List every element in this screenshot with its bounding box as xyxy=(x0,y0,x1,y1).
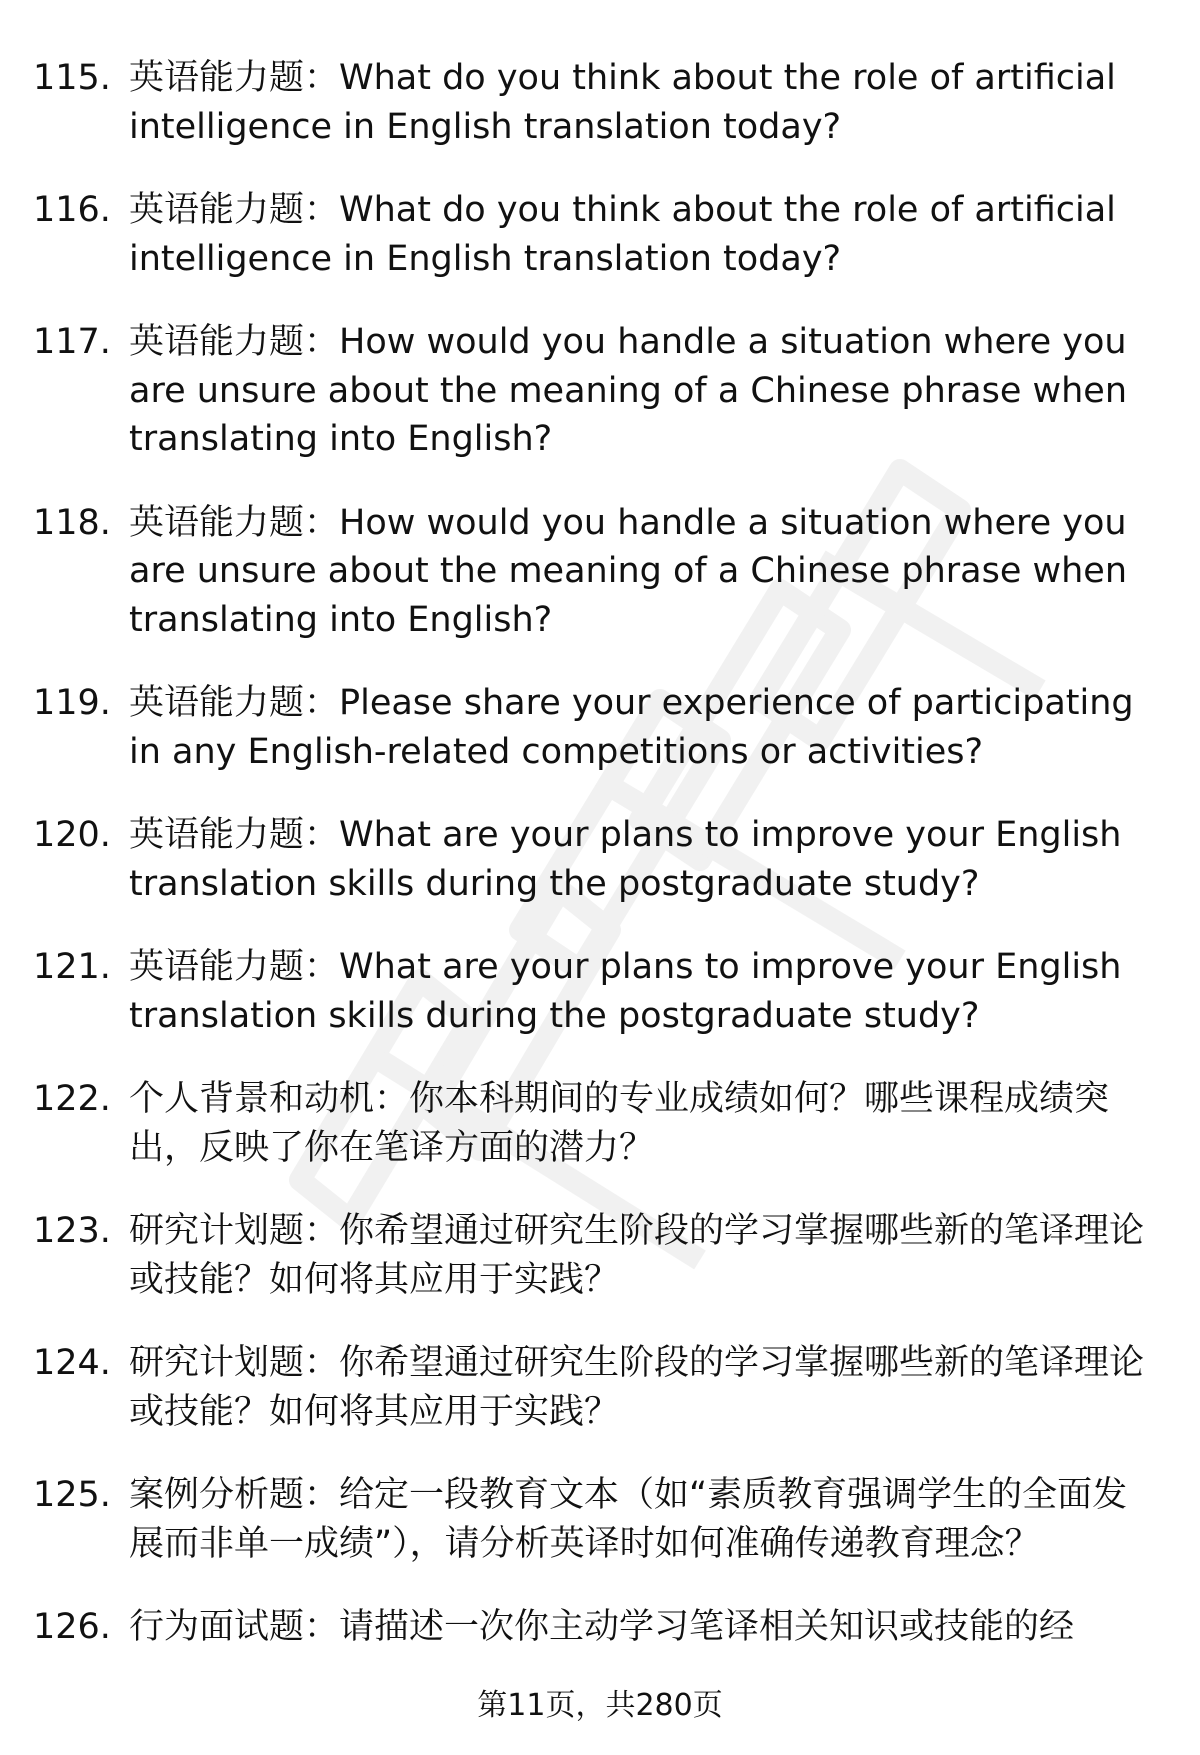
question-text: 研究计划题：你希望通过研究生阶段的学习掌握哪些新的笔译理论或技能？如何将其应用于实践？ xyxy=(129,1211,1145,1300)
question-text: 英语能力题：Please share your experience of participating in any English-related competitions or activities? xyxy=(129,683,1134,772)
list-item xyxy=(0,679,1200,776)
question-number: 117. xyxy=(33,322,111,362)
list-item xyxy=(0,54,1200,151)
question-number: 115. xyxy=(33,58,111,98)
list-item xyxy=(0,1207,1200,1304)
question-number: 116. xyxy=(33,190,111,230)
list-item xyxy=(0,1339,1200,1436)
question-number: 118. xyxy=(33,502,111,543)
question-text: 英语能力题：What are your plans to improve your English translation skills during the postgraduate study? xyxy=(129,947,1122,1036)
list-item xyxy=(0,1471,1200,1568)
question-number: 125. xyxy=(33,1475,111,1515)
list-item xyxy=(0,1075,1200,1172)
page-footer: 第11页，共280页 xyxy=(477,1688,723,1723)
question-text: 英语能力题：What are your plans to improve your English translation skills during the postgraduate study? xyxy=(129,815,1122,904)
question-list xyxy=(0,54,1200,1687)
question-number: 122. xyxy=(33,1079,111,1119)
question-number: 120. xyxy=(33,815,111,855)
list-item xyxy=(0,943,1200,1040)
question-text: 个人背景和动机：你本科期间的专业成绩如何？哪些课程成绩突出，反映了你在笔译方面的潜力？ xyxy=(129,1079,1110,1168)
question-number: 121. xyxy=(33,947,111,987)
list-item xyxy=(0,318,1200,464)
question-number: 123. xyxy=(33,1211,111,1251)
question-text: 案例分析题：给定一段教育文本（如“素质教育强调学生的全面发展而非单一成绩”），请分析英译时如何准确传递教育理念？ xyxy=(129,1475,1128,1564)
question-text: 英语能力题：What do you think about the role of artificial intelligence in English translation today? xyxy=(129,190,1116,279)
question-text: 英语能力题：How would you handle a situation where you are unsure about the meaning of a Chinese phrase when translating into English? xyxy=(129,502,1128,640)
question-text: 行为面试题：请描述一次你主动学习笔译相关知识或技能的经 xyxy=(129,1607,1075,1647)
question-text: 研究计划题：你希望通过研究生阶段的学习掌握哪些新的笔译理论或技能？如何将其应用于实践？ xyxy=(129,1343,1145,1432)
question-number: 119. xyxy=(33,683,111,723)
question-number: 126. xyxy=(33,1607,111,1647)
question-text: 英语能力题：What do you think about the role of artificial intelligence in English translation today? xyxy=(129,58,1116,147)
list-item xyxy=(0,186,1200,283)
list-item xyxy=(0,811,1200,908)
question-text: 英语能力题：How would you handle a situation where you are unsure about the meaning of a Chinese phrase when translating into English? xyxy=(129,322,1128,459)
list-item xyxy=(0,499,1200,645)
list-item xyxy=(0,1603,1200,1652)
question-number: 124. xyxy=(33,1343,111,1383)
